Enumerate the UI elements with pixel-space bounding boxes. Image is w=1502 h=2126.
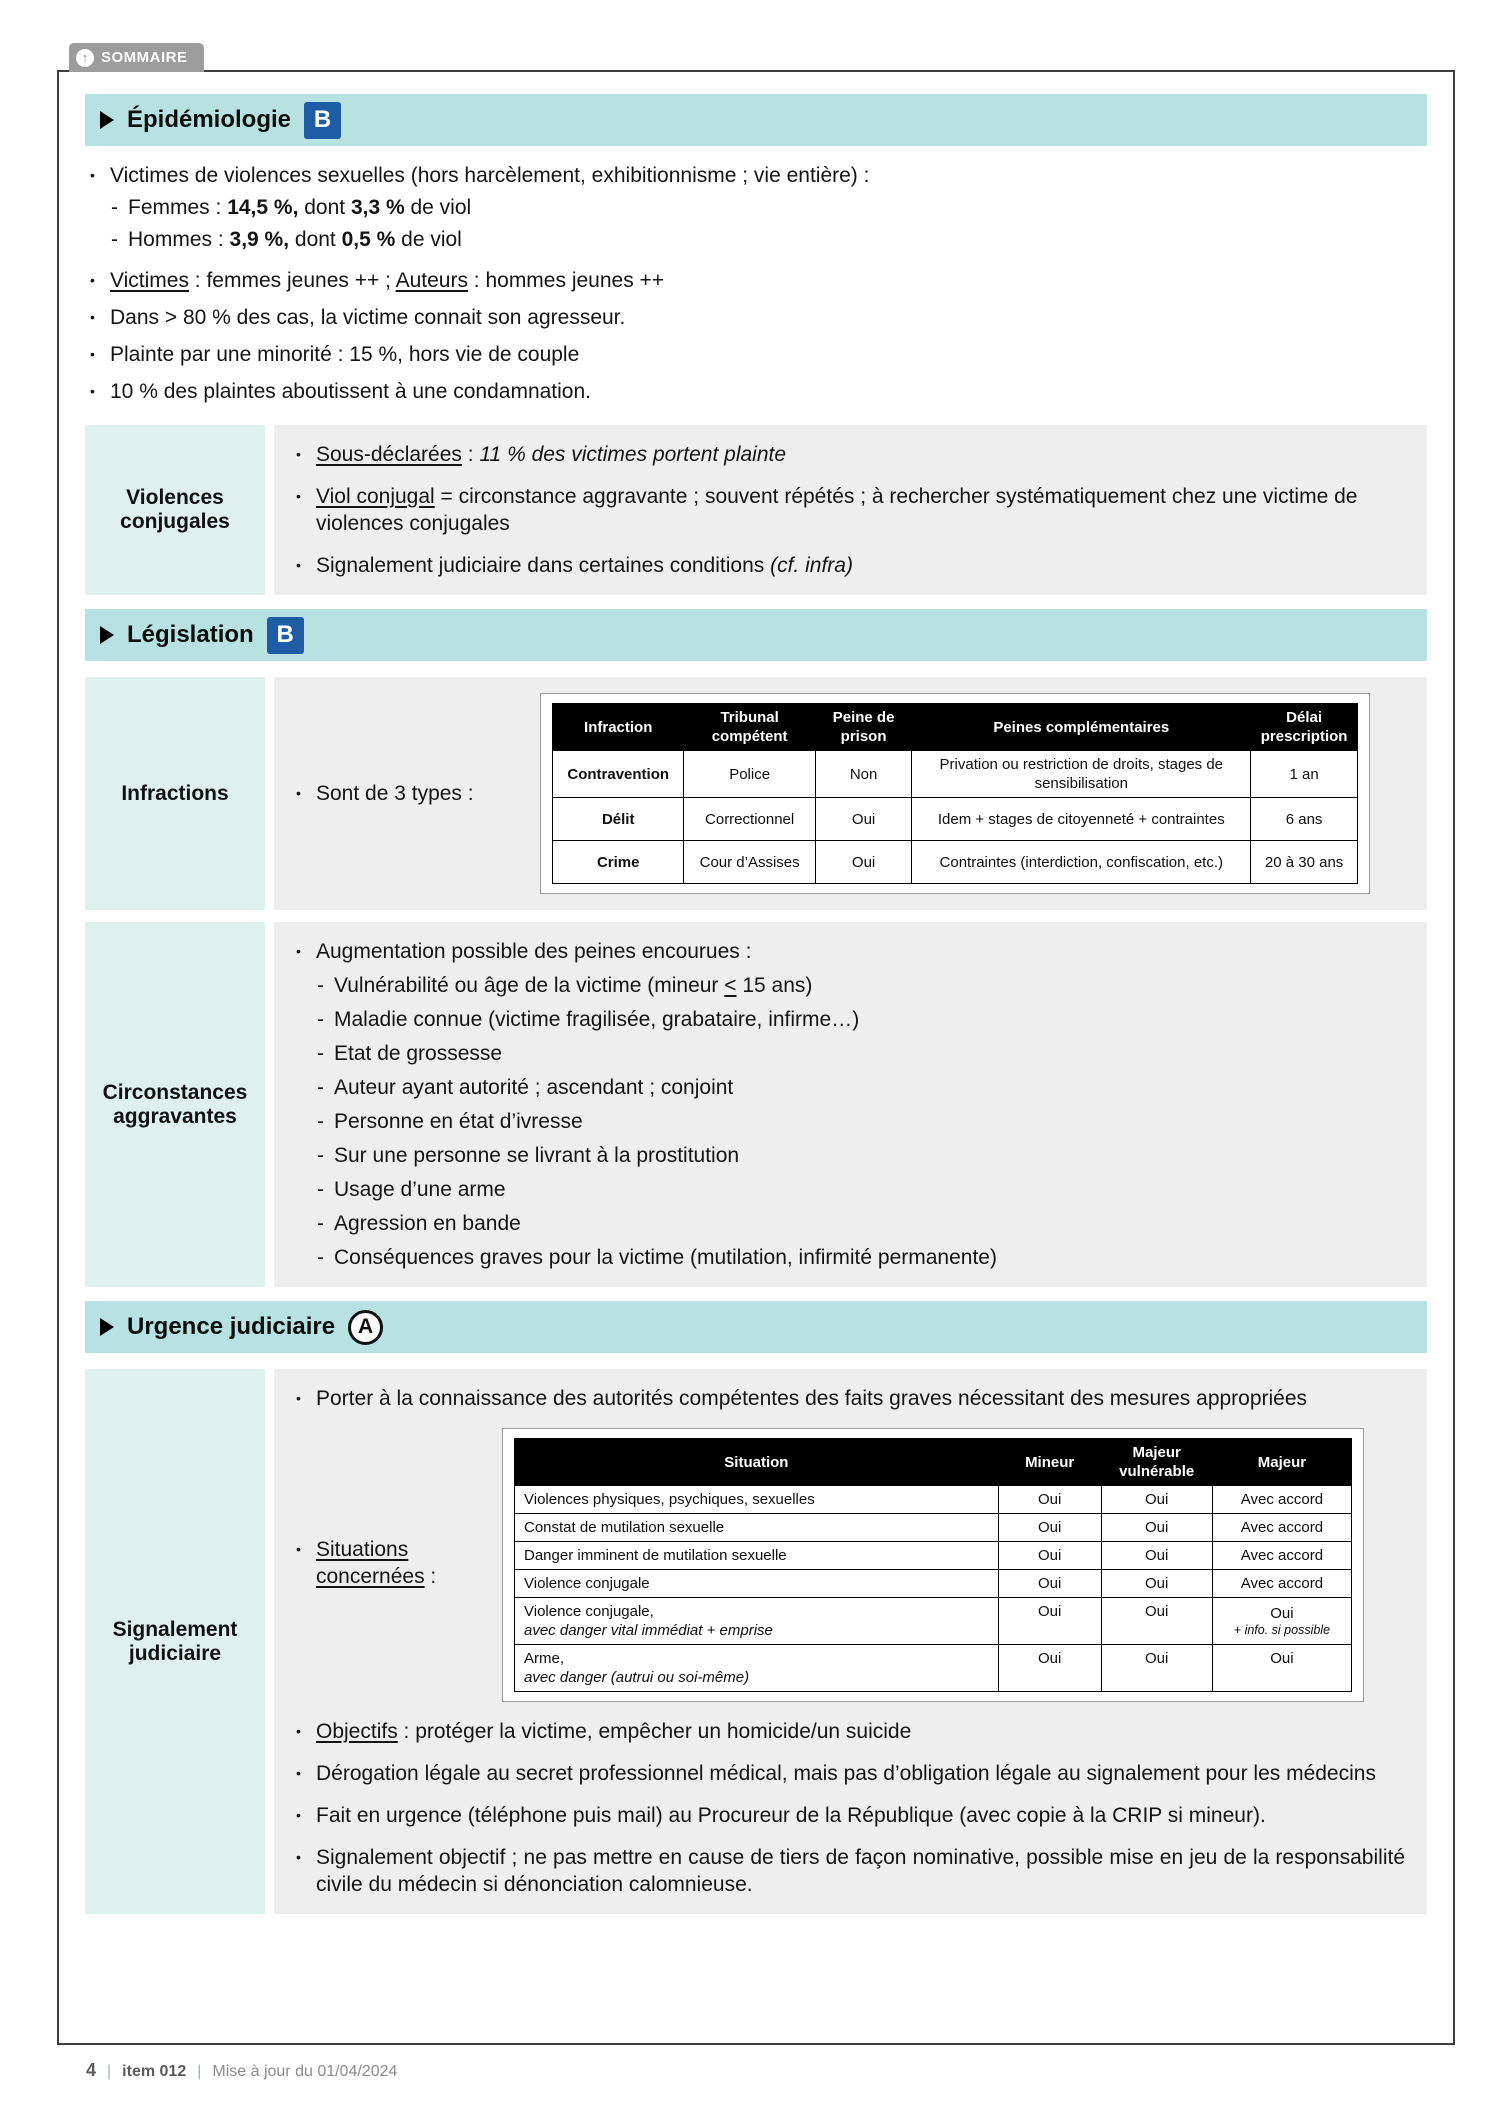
bullet-text: 10 % des plaintes aboutissent à une condamnation. [110, 380, 592, 403]
section-header-urgence-judiciaire [85, 1301, 1427, 1353]
section-arrow-icon [100, 111, 114, 129]
table-header-cell: Peine de prison [815, 704, 912, 751]
bullet-marker: • [296, 1849, 301, 1865]
bullet-marker: • [296, 1390, 301, 1406]
table-cell: Oui [998, 1486, 1101, 1514]
situations-table [514, 1438, 1352, 1692]
bullet-text: Victimes : femmes jeunes ++ ; Auteurs : hommes jeunes ++ [110, 269, 665, 292]
circonstances-content [274, 922, 1427, 1287]
sub-bullet-item [317, 1210, 1405, 1237]
signalement-judiciaire-block [85, 1369, 1427, 1914]
section-title-epidemiologie: Épidémiologie [127, 106, 292, 133]
bullet-marker: • [90, 167, 95, 183]
footer-separator: | [107, 2063, 112, 2080]
bullet-text: Porter à la connaissance des autorités compétentes des faits graves nécessitant des mesures appropriées [316, 1387, 1308, 1410]
epidemiologie-bullet-list [90, 162, 1427, 405]
table-cell: Oui [998, 1645, 1101, 1692]
table-cell: Oui [998, 1598, 1101, 1645]
infractions-table-container [540, 693, 1370, 894]
sub-bullet-text: Personne en état d’ivresse [334, 1110, 583, 1133]
table-cell: Contraintes (interdiction, confiscation, etc.) [912, 841, 1251, 884]
bullet-marker: • [296, 1807, 301, 1823]
dash-marker: - [317, 1042, 324, 1065]
bullet-marker: • [296, 785, 301, 801]
sub-bullet-text: Auteur ayant autorité ; ascendant ; conjoint [334, 1076, 734, 1099]
table-header-row [515, 1439, 1352, 1486]
violences-conjugales-block [85, 425, 1427, 595]
table-header-cell: Majeur vulnérable [1101, 1439, 1212, 1486]
sommaire-label: SOMMAIRE [101, 49, 188, 66]
table-row [515, 1514, 1352, 1542]
sub-bullet-item [317, 1074, 1405, 1101]
table-header-cell: Tribunal compétent [684, 704, 815, 751]
updated-label: Mise à jour du 01/04/2024 [212, 2063, 398, 2080]
table-cell [1212, 1514, 1351, 1542]
table-cell: Oui [998, 1570, 1101, 1598]
section-header-legislation [85, 609, 1427, 661]
item-label: item 012 [122, 2063, 187, 2080]
sub-bullet-text: Hommes : 3,9 %, dont 0,5 % de viol [128, 228, 462, 251]
dash-marker: - [111, 228, 118, 251]
row-label-signalement: Signalement judiciaire [85, 1369, 265, 1914]
section-header-epidemiologie [85, 94, 1427, 146]
table-cell: Police [684, 751, 815, 798]
table-cell: Oui [1101, 1514, 1212, 1542]
table-cell [515, 1486, 999, 1514]
table-cell: 20 à 30 ans [1251, 841, 1358, 884]
sub-bullet-item [111, 194, 1427, 221]
cell-main: Arme, [524, 1650, 565, 1667]
table-header-cell: Peines complémentaires [912, 704, 1251, 751]
page-number: 4 [86, 2060, 97, 2080]
page-footer [86, 2060, 397, 2081]
sub-bullet-text: Etat de grossesse [334, 1042, 503, 1065]
table-row [553, 841, 1358, 884]
sub-bullet-item [317, 1244, 1405, 1271]
dash-marker: - [317, 1178, 324, 1201]
table-row [515, 1542, 1352, 1570]
table-row [515, 1645, 1352, 1692]
table-cell: Oui [1101, 1570, 1212, 1598]
cell-sub: + info. si possible [1233, 1623, 1331, 1637]
up-arrow-icon [76, 49, 94, 67]
dash-marker: - [317, 1144, 324, 1167]
bullet-item [90, 341, 1427, 368]
table-cell [515, 1542, 999, 1570]
table-cell: Correctionnel [684, 798, 815, 841]
sub-bullet-item [317, 1006, 1405, 1033]
table-cell: Oui [1101, 1486, 1212, 1514]
footer-separator: | [197, 2063, 202, 2080]
sub-bullet-text: Sur une personne se livrant à la prostitution [334, 1144, 740, 1167]
table-cell [515, 1645, 999, 1692]
section-title-urgence-judiciaire: Urgence judiciaire [127, 1313, 336, 1340]
cell-main: Constat de mutilation sexuelle [524, 1519, 725, 1536]
bullet-item [296, 1718, 1405, 1745]
table-cell: Oui [815, 798, 912, 841]
table-cell: Oui [815, 841, 912, 884]
bullet-marker: • [90, 272, 95, 288]
bullet-text: Viol conjugal = circonstance aggravante ; souvent répétés ; à rechercher systématiquement chez une victime de violences conjugales [316, 485, 1358, 535]
sub-bullet-text: Vulnérabilité ou âge de la victime (mineur < 15 ans) [334, 974, 813, 997]
bullet-item [90, 378, 1427, 405]
table-row [553, 751, 1358, 798]
bullet-marker: • [90, 383, 95, 399]
bullet-item [296, 780, 518, 807]
table-cell: Oui [1101, 1542, 1212, 1570]
bullet-item [296, 938, 1405, 965]
table-cell [1212, 1486, 1351, 1514]
cell-main: Oui [1270, 1650, 1294, 1667]
signalement-content [274, 1369, 1427, 1914]
dash-marker: - [317, 1110, 324, 1133]
content-frame [57, 70, 1455, 2045]
table-cell: Cour d’Assises [684, 841, 815, 884]
table-row [553, 798, 1358, 841]
cell-sub: avec danger vital immédiat + emprise [524, 1622, 773, 1639]
bullet-item [296, 552, 1405, 579]
sub-bullet-item [317, 1108, 1405, 1135]
table-cell: Crime [553, 841, 684, 884]
table-header-cell: Délai prescription [1251, 704, 1358, 751]
bullet-item [296, 1802, 1405, 1829]
cell-main: Avec accord [1240, 1547, 1324, 1564]
sub-bullet-text: Conséquences graves pour la victime (mutilation, infirmité permanente) [334, 1246, 997, 1269]
table-cell: Contravention [553, 751, 684, 798]
bullet-text: Sous-déclarées : 11 % des victimes portent plainte [316, 443, 787, 466]
table-cell [1212, 1598, 1351, 1645]
row-label-violences-conjugales: Violences conjugales [85, 425, 265, 595]
sub-bullet-text: Maladie connue (victime fragilisée, grabataire, infirme…) [334, 1008, 860, 1031]
situations-label [296, 1428, 496, 1702]
table-row [515, 1598, 1352, 1645]
infractions-block [85, 677, 1427, 910]
section-title-legislation: Législation [127, 621, 254, 648]
table-header-cell: Situation [515, 1439, 999, 1486]
sub-bullet-item [317, 972, 1405, 999]
table-row [515, 1570, 1352, 1598]
bullet-item [296, 1760, 1405, 1787]
table-cell [515, 1598, 999, 1645]
up-arrow-glyph: ↑ [81, 50, 89, 65]
cell-main: Violences physiques, psychiques, sexuelles [524, 1491, 815, 1508]
table-cell: Oui [1101, 1598, 1212, 1645]
table-cell: 6 ans [1251, 798, 1358, 841]
cell-main: Danger imminent de mutilation sexuelle [524, 1547, 787, 1564]
cell-sub: avec danger (autrui ou soi-même) [524, 1669, 750, 1686]
dash-marker: - [317, 1076, 324, 1099]
table-cell: Délit [553, 798, 684, 841]
bullet-marker: • [90, 309, 95, 325]
table-header-cell: Mineur [998, 1439, 1101, 1486]
table-header-cell: Infraction [553, 704, 684, 751]
bullet-item [296, 1844, 1405, 1898]
bullet-marker: • [296, 557, 301, 573]
bullet-text: Objectifs : protéger la victime, empêcher un homicide/un suicide [316, 1720, 912, 1743]
sub-bullet-text: Agression en bande [334, 1212, 521, 1235]
table-cell [1212, 1645, 1351, 1692]
bullet-marker: • [296, 1723, 301, 1739]
bullet-text: Signalement judiciaire dans certaines conditions (cf. infra) [316, 554, 853, 577]
cell-main: Violence conjugale [524, 1575, 650, 1592]
bullet-marker: • [296, 1541, 301, 1557]
bullet-marker: • [90, 346, 95, 362]
bullet-text: Dans > 80 % des cas, la victime connait son agresseur. [110, 306, 626, 329]
grade-badge-b: B [267, 617, 304, 654]
infractions-content [274, 677, 1427, 910]
table-cell: 1 an [1251, 751, 1358, 798]
cell-main: Avec accord [1240, 1491, 1324, 1508]
bullet-text: Dérogation légale au secret professionnel médical, mais pas d’obligation légale au signalement pour les médecins [316, 1762, 1376, 1785]
cell-main: Avec accord [1240, 1519, 1324, 1536]
bullet-item [296, 1385, 1405, 1412]
bullet-text: Victimes de violences sexuelles (hors harcèlement, exhibitionnisme ; vie entière) : [110, 164, 870, 187]
bullet-marker: • [296, 1765, 301, 1781]
bullet-text: Augmentation possible des peines encourues : [316, 940, 752, 963]
table-cell: Privation ou restriction de droits, stages de sensibilisation [912, 751, 1251, 798]
sub-bullet-item [317, 1142, 1405, 1169]
table-cell [515, 1514, 999, 1542]
dash-marker: - [317, 1246, 324, 1269]
bullet-item [90, 267, 1427, 294]
sommaire-tab[interactable] [69, 43, 204, 72]
bullet-text: Sont de 3 types : [316, 782, 474, 805]
row-label-infractions: Infractions [85, 677, 265, 910]
cell-main: Oui [1270, 1605, 1294, 1622]
table-row [515, 1486, 1352, 1514]
table-header-cell: Majeur [1212, 1439, 1351, 1486]
dash-marker: - [317, 974, 324, 997]
bullet-text: Fait en urgence (téléphone puis mail) au Procureur de la République (avec copie à la CRIP si mineur). [316, 1804, 1266, 1827]
section-arrow-icon [100, 1318, 114, 1336]
bullet-marker: • [296, 488, 301, 504]
violences-conjugales-content [274, 425, 1427, 595]
section-arrow-icon [100, 626, 114, 644]
grade-badge-b: B [304, 102, 341, 139]
bullet-item [296, 441, 1405, 468]
bullet-marker: • [296, 943, 301, 959]
bullet-text: Signalement objectif ; ne pas mettre en cause de tiers de façon nominative, possible mise en jeu de la responsabilité civile du médecin si dénonciation calomnieuse. [316, 1846, 1405, 1896]
circonstances-aggravantes-block [85, 922, 1427, 1287]
situations-table-container [502, 1428, 1364, 1702]
sub-bullet-text: Femmes : 14,5 %, dont 3,3 % de viol [128, 196, 472, 219]
grade-badge-a: A [348, 1310, 383, 1345]
table-cell [1212, 1542, 1351, 1570]
table-cell: Oui [998, 1542, 1101, 1570]
cell-main: Avec accord [1240, 1575, 1324, 1592]
sub-bullet-item [317, 1176, 1405, 1203]
dash-marker: - [317, 1008, 324, 1031]
infractions-table [552, 703, 1358, 884]
table-cell: Oui [998, 1514, 1101, 1542]
bullet-text: Situations concernées : [316, 1538, 437, 1588]
dash-marker: - [317, 1212, 324, 1235]
table-cell: Idem + stages de citoyenneté + contraintes [912, 798, 1251, 841]
infractions-intro [296, 780, 518, 807]
sub-bullet-item [111, 226, 1427, 253]
row-label-circonstances: Circonstances aggravantes [85, 922, 265, 1287]
table-cell: Non [815, 751, 912, 798]
table-header-row [553, 704, 1358, 751]
cell-main: Violence conjugale, [524, 1603, 654, 1620]
table-cell: Oui [1101, 1645, 1212, 1692]
bullet-marker: • [296, 446, 301, 462]
bullet-text: Plainte par une minorité : 15 %, hors vie de couple [110, 343, 580, 366]
table-cell [1212, 1570, 1351, 1598]
sub-bullet-item [317, 1040, 1405, 1067]
situations-row [296, 1428, 1405, 1702]
bullet-item [296, 1536, 496, 1590]
bullet-item [90, 162, 1427, 189]
table-cell [515, 1570, 999, 1598]
sub-bullet-text: Usage d’une arme [334, 1178, 506, 1201]
bullet-item [296, 483, 1405, 537]
dash-marker: - [111, 196, 118, 219]
bullet-item [90, 304, 1427, 331]
